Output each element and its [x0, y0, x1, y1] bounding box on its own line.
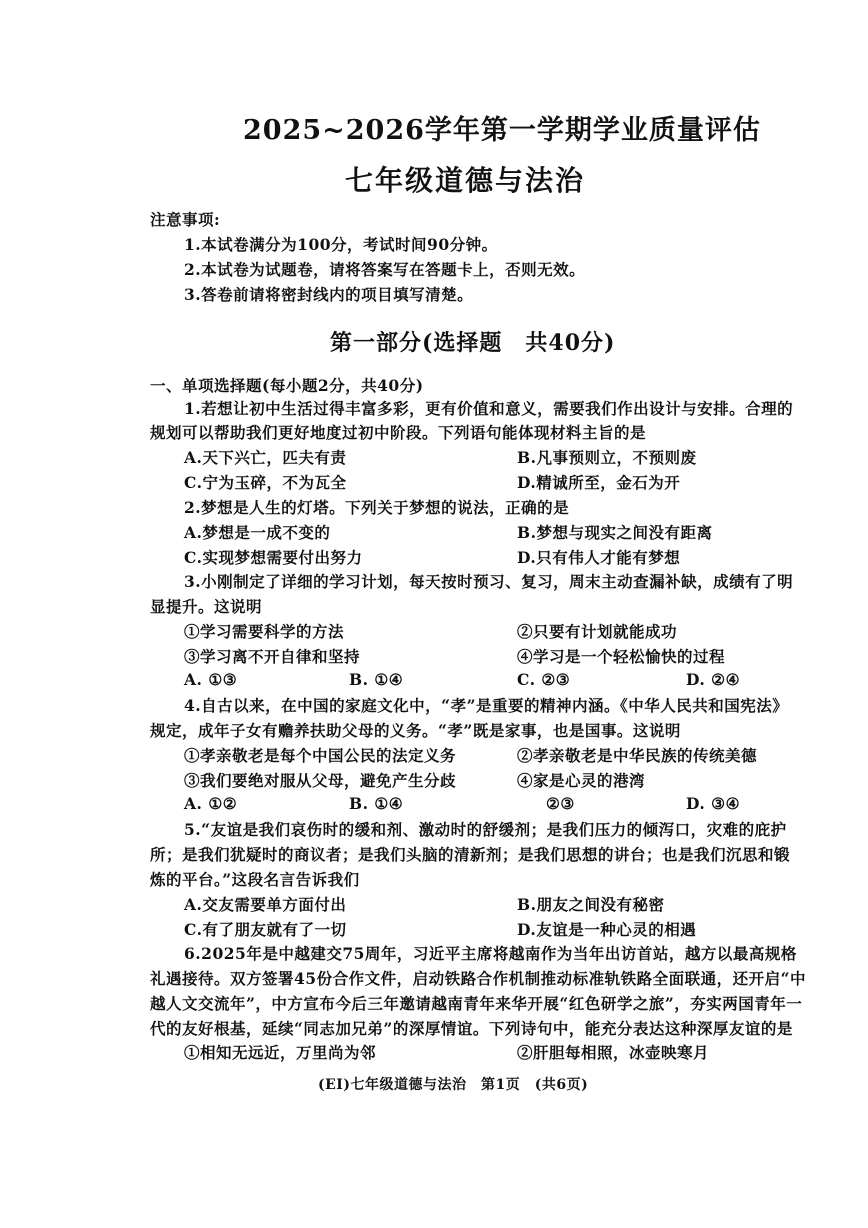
question-4-statement-1: ①孝亲敬老是每个中国公民的法定义务 [184, 746, 457, 765]
question-1-stem-line-2: 规划可以帮助我们更好地度过初中阶段。下列语句能体现材料主旨的是 [150, 423, 647, 442]
question-3-stem-line-2: 显提升。这说明 [150, 597, 263, 616]
question-3-statement-1: ①学习需要科学的方法 [184, 622, 345, 641]
question-3-statement-3: ③学习离不开自律和坚持 [184, 647, 361, 666]
question-1-option-d: D.精诚所至，金石为开 [517, 473, 681, 492]
question-5-option-c: C.有了朋友就有了一切 [184, 920, 347, 939]
part-title: 第一部分(选择题 共40分) [330, 330, 616, 356]
notice-item-1: 1.本试卷满分为100分，考试时间90分钟。 [184, 235, 498, 254]
notice-item-3: 3.答卷前请将密封线内的项目填写清楚。 [184, 285, 474, 304]
question-6-stem-line-4: 代的友好根基，延续“同志加兄弟”的深厚情谊。下列诗句中，能充分表达这种深厚友谊的是 [150, 1019, 793, 1038]
question-2-option-a: A.梦想是一成不变的 [184, 523, 331, 542]
question-3-option-c: C. ②③ [517, 670, 571, 689]
page-footer: (EI)七年级道德与法治 第1页 (共6页) [318, 1077, 589, 1093]
question-1-option-a: A.天下兴亡，匹夫有责 [184, 448, 347, 467]
notice-heading: 注意事项: [150, 210, 221, 229]
question-3-stem-line-1: 3.小刚制定了详细的学习计划，每天按时预习、复习，周末主动查漏补缺，成绩有了明 [184, 572, 794, 591]
question-6-statement-2: ②肝胆每相照，冰壶映寒月 [517, 1043, 710, 1062]
notice-item-2: 2.本试卷为试题卷，请将答案写在答题卡上，否则无效。 [184, 260, 586, 279]
question-3-option-d: D. ②④ [686, 670, 740, 689]
question-2-option-b: B.梦想与现实之间没有距离 [517, 523, 713, 542]
question-1-stem-line-1: 1.若想让初中生活过得丰富多彩，更有价值和意义，需要我们作出设计与安排。合理的 [184, 399, 794, 418]
question-5-option-b: B.朋友之间没有秘密 [517, 895, 665, 914]
question-5-stem-line-2: 所；是我们犹疑时的商议者；是我们头脑的清新剂；是我们思想的讲台；也是我们沉思和锻 [150, 845, 791, 864]
question-6-stem-line-2: 礼遇接待。双方签署45份合作文件，启动铁路合作机制推动标准轨铁路全面联通，还开启“中 [150, 969, 806, 988]
question-5-option-a: A.交友需要单方面付出 [184, 895, 347, 914]
question-3-statement-4: ④学习是一个轻松愉快的过程 [517, 647, 726, 666]
question-6-stem-line-1: 6.2025年是中越建交75周年，习近平主席将越南作为当年出访首站，越方以最高规格 [184, 944, 797, 963]
question-4-option-c: ②③ [546, 794, 575, 813]
question-1-option-b: B.凡事预则立，不预则废 [517, 448, 697, 467]
question-6-stem-line-3: 越人文交流年”，中方宣布今后三年邀请越南青年来华开展“红色研学之旅”，夯实两国青年一 [150, 994, 803, 1013]
question-2-stem: 2.梦想是人生的灯塔。下列关于梦想的说法，正确的是 [184, 498, 570, 517]
question-6-statement-1: ①相知无远近，万里尚为邻 [184, 1043, 377, 1062]
question-4-option-d: D. ③④ [686, 794, 740, 813]
question-4-statement-4: ④家是心灵的港湾 [517, 771, 646, 790]
question-3-option-b: B. ①④ [349, 670, 404, 689]
question-4-option-b: B. ①④ [349, 794, 404, 813]
question-5-stem-line-1: 5.“友谊是我们哀伤时的缓和剂、激动时的舒缓剂；是我们压力的倾泻口，灾难的庇护 [184, 820, 787, 839]
question-4-statement-2: ②孝亲敬老是中华民族的传统美德 [517, 746, 758, 765]
question-2-option-c: C.实现梦想需要付出努力 [184, 548, 363, 567]
question-3-statement-2: ②只要有计划就能成功 [517, 622, 678, 641]
exam-title: 2025~2026学年第一学期学业质量评估 [243, 115, 761, 146]
question-4-stem-line-1: 4.自古以来，在中国的家庭文化中，“孝”是重要的精神内涵。《中华人民共和国宪法》 [184, 696, 789, 715]
question-4-stem-line-2: 规定，成年子女有赡养扶助父母的义务。“孝”既是家事，也是国事。这说明 [150, 721, 681, 740]
question-3-option-a: A. ①③ [184, 670, 238, 689]
question-1-option-c: C.宁为玉碎，不为瓦全 [184, 473, 347, 492]
question-5-stem-line-3: 炼的平台。”这段名言告诉我们 [150, 870, 360, 889]
section-heading: 一、单项选择题(每小题2分，共40分) [150, 376, 424, 395]
subject-title: 七年级道德与法治 [345, 164, 586, 197]
question-4-option-a: A. ①② [184, 794, 238, 813]
question-5-option-d: D.友谊是一种心灵的相遇 [517, 920, 697, 939]
question-4-statement-3: ③我们要绝对服从父母，避免产生分歧 [184, 771, 457, 790]
question-2-option-d: D.只有伟人才能有梦想 [517, 548, 681, 567]
